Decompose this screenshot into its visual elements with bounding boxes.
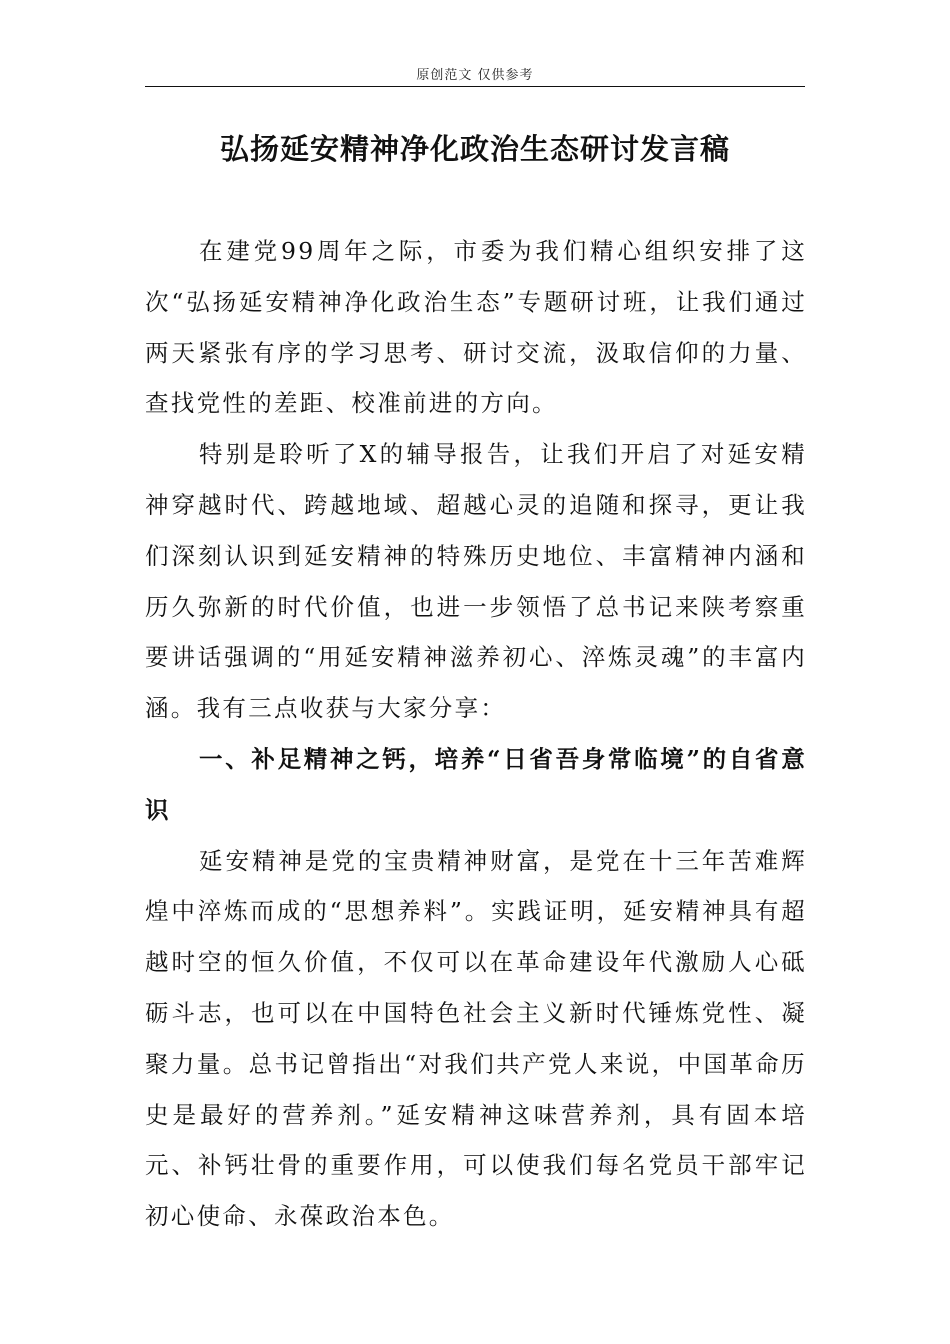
paragraph-yanan-spirit: 延安精神是党的宝贵精神财富，是党在十三年苦难辉煌中淬炼而成的“思想养料”。实践证明，延安精神具有超越时空的恒久价值，不仅可以在革命建设年代激励人心砥砺斗志，也可以在中国特色社会主义新时代锤炼党性、凝聚力量。总书记曾指出“对我们共产党人来说，中国革命历史是最好的营养剂。”延安精神这味营养剂，具有固本培元、补钙壮骨的重要作用，可以使我们每名党员干部牢记初心使命、永葆政治本色。 — [145, 846, 807, 1231]
paragraph-report: 特别是聆听了X的辅导报告，让我们开启了对延安精神穿越时代、跨越地域、超越心灵的追随和探寻，更让我们深刻认识到延安精神的特殊历史地位、丰富精神内涵和历久弥新的时代价值，也进一步领悟了总书记来陕考察重要讲话强调的“用延安精神滋养初心、淬炼灵魂”的丰富内涵。我有三点收获与大家分享： — [145, 440, 807, 723]
document-title: 弘扬延安精神净化政治生态研讨发言稿 — [219, 132, 730, 166]
section-heading-1: 一、补足精神之钙，培养“日省吾身常临境”的自省意识 — [145, 744, 807, 824]
document-body — [145, 226, 807, 1242]
paragraph-intro: 在建党99周年之际，市委为我们精心组织安排了这次“弘扬延安精神净化政治生态”专题研讨班，让我们通过两天紧张有序的学习思考、研讨交流，汲取信仰的力量、查找党性的差距、校准前进的方向。 — [145, 237, 807, 418]
header-divider — [145, 86, 805, 87]
page-header-text: 原创范文 仅供参考 — [416, 68, 534, 83]
